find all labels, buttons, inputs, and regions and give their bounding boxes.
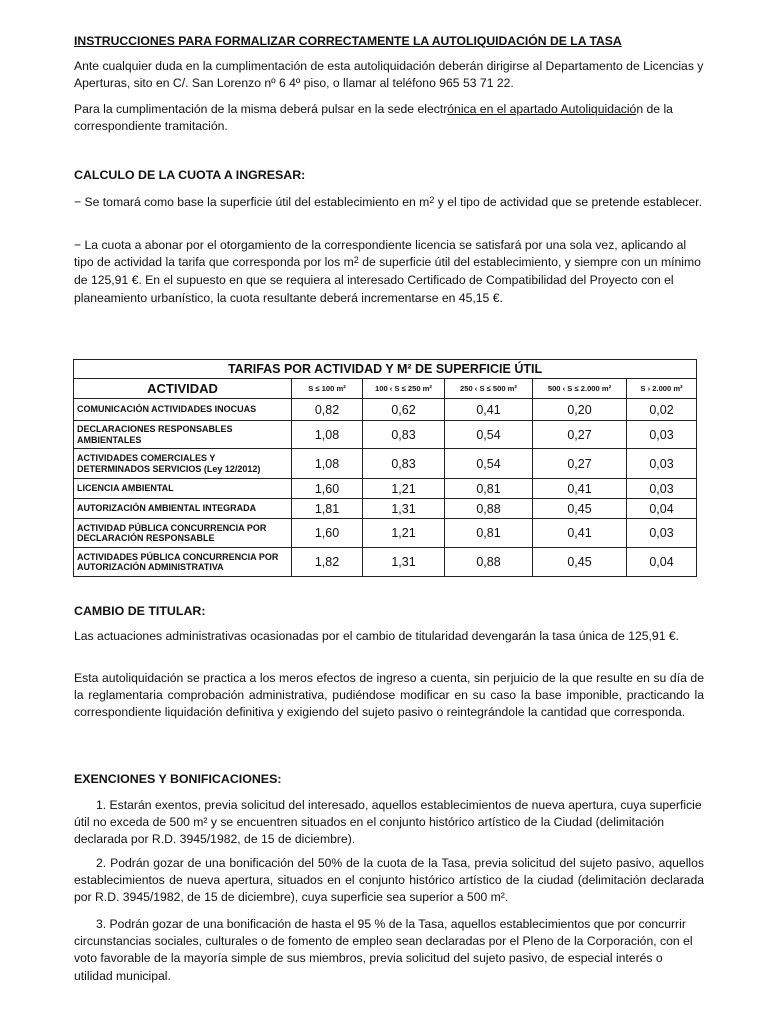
rate-cell: 1,31 bbox=[363, 548, 445, 577]
calc-heading: CALCULO DE LA CUOTA A INGRESAR: bbox=[74, 168, 306, 182]
calc-text-1a: − Se tomará como base la superficie útil del establecimiento en m bbox=[74, 195, 430, 209]
rate-cell: 1,60 bbox=[292, 519, 363, 548]
tariff-table bbox=[73, 359, 697, 577]
rate-cell: 0,27 bbox=[533, 449, 627, 479]
rate-cell: 0,03 bbox=[627, 449, 697, 479]
calc-heading-block bbox=[74, 167, 704, 184]
activity-cell: ACTIVIDADES PÚBLICA CONCURRENCIA POR AUTORIZACIÓN ADMINISTRATIVA bbox=[74, 548, 292, 577]
calc-text-2 bbox=[74, 237, 704, 307]
cambio-heading: CAMBIO DE TITULAR: bbox=[74, 604, 206, 618]
activity-cell: ACTIVIDAD PÚBLICA CONCURRENCIA POR DECLARACIÓN RESPONSABLE bbox=[74, 519, 292, 548]
intro-paragraph-2 bbox=[74, 101, 704, 135]
table-row bbox=[74, 479, 697, 499]
activity-cell: LICENCIA AMBIENTAL bbox=[74, 479, 292, 499]
rate-cell: 0,83 bbox=[363, 421, 445, 449]
rate-cell: 0,03 bbox=[627, 421, 697, 449]
tariff-table-caption: TARIFAS POR ACTIVIDAD Y M² DE SUPERFICIE ÚTIL bbox=[74, 360, 697, 379]
cambio-paragraph-2 bbox=[74, 670, 704, 722]
rate-cell: 0,45 bbox=[533, 548, 627, 577]
rate-cell: 1,82 bbox=[292, 548, 363, 577]
rate-cell: 0,41 bbox=[445, 399, 533, 421]
rate-cell: 1,31 bbox=[363, 499, 445, 519]
column-header-activity: ACTIVIDAD bbox=[74, 379, 292, 399]
table-row bbox=[74, 548, 697, 577]
intro-paragraph-1 bbox=[74, 58, 704, 92]
rate-cell: 0,88 bbox=[445, 548, 533, 577]
column-header-range: 500 ‹ S ≤ 2.000 m² bbox=[533, 379, 627, 399]
rate-cell: 0,45 bbox=[533, 499, 627, 519]
activity-cell: AUTORIZACIÓN AMBIENTAL INTEGRADA bbox=[74, 499, 292, 519]
exenc-item-2 bbox=[74, 855, 704, 907]
column-header-range: S › 2.000 m² bbox=[627, 379, 697, 399]
rate-cell: 0,04 bbox=[627, 499, 697, 519]
rate-cell: 0,83 bbox=[363, 449, 445, 479]
rate-cell: 0,41 bbox=[533, 479, 627, 499]
activity-cell: ACTIVIDADES COMERCIALES Y DETERMINADOS SERVICIOS (Ley 12/2012) bbox=[74, 449, 292, 479]
calc-paragraph-1 bbox=[74, 194, 704, 212]
activity-cell: DECLARACIONES RESPONSABLES AMBIENTALES bbox=[74, 421, 292, 449]
rate-cell: 0,02 bbox=[627, 399, 697, 421]
rate-cell: 1,08 bbox=[292, 421, 363, 449]
rate-cell: 0,03 bbox=[627, 519, 697, 548]
rate-cell: 0,41 bbox=[533, 519, 627, 548]
rate-cell: 0,20 bbox=[533, 399, 627, 421]
calc-text-2a: − La cuota a abonar por el otorgamiento de la correspondiente licencia se satisfará por una sola vez, aplicando al tipo de actividad la tarifa que corresponda por los m bbox=[74, 238, 687, 270]
rate-cell: 0,04 bbox=[627, 548, 697, 577]
rate-cell: 0,82 bbox=[292, 399, 363, 421]
calc-text-1 bbox=[74, 194, 704, 212]
exenc-heading-block bbox=[74, 771, 704, 788]
activity-cell: COMUNICACIÓN ACTIVIDADES INOCUAS bbox=[74, 399, 292, 421]
exenc-text-1: 1. Estarán exentos, previa solicitud del interesado, aquellos establecimientos de nueva apertura, cuya superficie útil no exceda de 500 m² y se encuentren situados en el conjunto histórico artístico de la Ciudad (delimitación declarada por R.D. 3945/1982, de 15 de diciembre). bbox=[74, 798, 702, 847]
intro-text-2a: Para la cumplimentación de la misma deberá pulsar en la sede electr bbox=[74, 102, 448, 116]
cambio-heading-block bbox=[74, 603, 704, 620]
column-header-range: 100 ‹ S ≤ 250 m² bbox=[363, 379, 445, 399]
calc-paragraph-2 bbox=[74, 237, 704, 307]
exenc-text-3: 3. Podrán gozar de una bonificación de hasta el 95 % de la Tasa, aquellos establecimientos que por concurrir circunstancias sociales, culturales o de fomento de empleo sean declaradas por el Pleno de la Corporación, con el voto favorable de la mayoría simple de sus miembros, previa solicitud del sujeto pasivo, de especial interés o utilidad municipal. bbox=[74, 917, 693, 983]
rate-cell: 0,27 bbox=[533, 421, 627, 449]
tariff-table-caption-row bbox=[74, 360, 697, 379]
intro-text-1: Ante cualquier duda en la cumplimentación de esta autoliquidación deberán dirigirse al Departamento de Licencias y Aperturas, sito en C/. San Lorenzo nº 6 4º piso, o llamar al teléfono 965 53 71 22. bbox=[74, 59, 704, 91]
tariff-table-header-row bbox=[74, 379, 697, 399]
calc-superscript-1: 2 bbox=[429, 195, 435, 205]
column-header-range: 250 ‹ S ≤ 500 m² bbox=[445, 379, 533, 399]
rate-cell: 1,60 bbox=[292, 479, 363, 499]
table-row bbox=[74, 519, 697, 548]
rate-cell: 0,54 bbox=[445, 449, 533, 479]
rate-cell: 0,62 bbox=[363, 399, 445, 421]
rate-cell: 1,81 bbox=[292, 499, 363, 519]
table-row bbox=[74, 499, 697, 519]
autoliquidacion-link[interactable]: ónica en el apartado Autoliquidació bbox=[447, 102, 637, 116]
exenc-item-3 bbox=[74, 916, 704, 985]
table-row bbox=[74, 421, 697, 449]
exenc-text-2: 2. Podrán gozar de una bonificación del 50% de la cuota de la Tasa, previa solicitud del sujeto pasivo, aquellos establecimientos de nueva apertura, situados en el conjunto histórico artístico de la ciudad (delimitación declarada por R.D. 3945/1982, de 15 de diciembre), cuya superficie sea superior a 500 m². bbox=[74, 856, 704, 905]
table-row bbox=[74, 399, 697, 421]
column-header-range: S ≤ 100 m² bbox=[292, 379, 363, 399]
intro-text-2 bbox=[74, 101, 704, 135]
rate-cell: 0,88 bbox=[445, 499, 533, 519]
calc-text-1b: y el tipo de actividad que se pretende establecer. bbox=[434, 195, 702, 209]
document-title-block bbox=[74, 33, 704, 50]
cambio-text-1: Las actuaciones administrativas ocasionadas por el cambio de titularidad devengarán la tasa única de 125,91 €. bbox=[74, 629, 680, 643]
intro-text-2c: n de la correspondiente tramitación. bbox=[74, 102, 673, 134]
rate-cell: 1,21 bbox=[363, 479, 445, 499]
rate-cell: 0,81 bbox=[445, 519, 533, 548]
table-row bbox=[74, 449, 697, 479]
rate-cell: 0,54 bbox=[445, 421, 533, 449]
rate-cell: 0,03 bbox=[627, 479, 697, 499]
exenc-item-1 bbox=[74, 797, 704, 849]
exenc-heading: EXENCIONES Y BONIFICACIONES: bbox=[74, 772, 282, 786]
calc-superscript-2: 2 bbox=[353, 255, 359, 266]
rate-cell: 0,81 bbox=[445, 479, 533, 499]
rate-cell: 1,08 bbox=[292, 449, 363, 479]
document-title: INSTRUCCIONES PARA FORMALIZAR CORRECTAMENTE LA AUTOLIQUIDACIÓN DE LA TASA bbox=[74, 34, 622, 48]
cambio-text-2: Esta autoliquidación se practica a los meros efectos de ingreso a cuenta, sin perjuicio de la que resulte en su día de la reglamentaria comprobación administrativa, pudiéndose modificar en su caso la base imponible, practicando la correspondiente liquidación definitiva y exigiendo del sujeto pasivo o reintegrándole la cantidad que corresponda. bbox=[74, 671, 704, 720]
calc-text-2b: de superficie útil del establecimiento, y siempre con un mínimo de 125,91 €. En el supuesto en que se requiera al interesado Certificado de Compatibilidad del Proyecto con el planeamiento urbanístico, la cuota resultante deberá incrementarse en 45,15 €. bbox=[74, 255, 701, 305]
rate-cell: 1,21 bbox=[363, 519, 445, 548]
cambio-paragraph-1 bbox=[74, 628, 704, 645]
